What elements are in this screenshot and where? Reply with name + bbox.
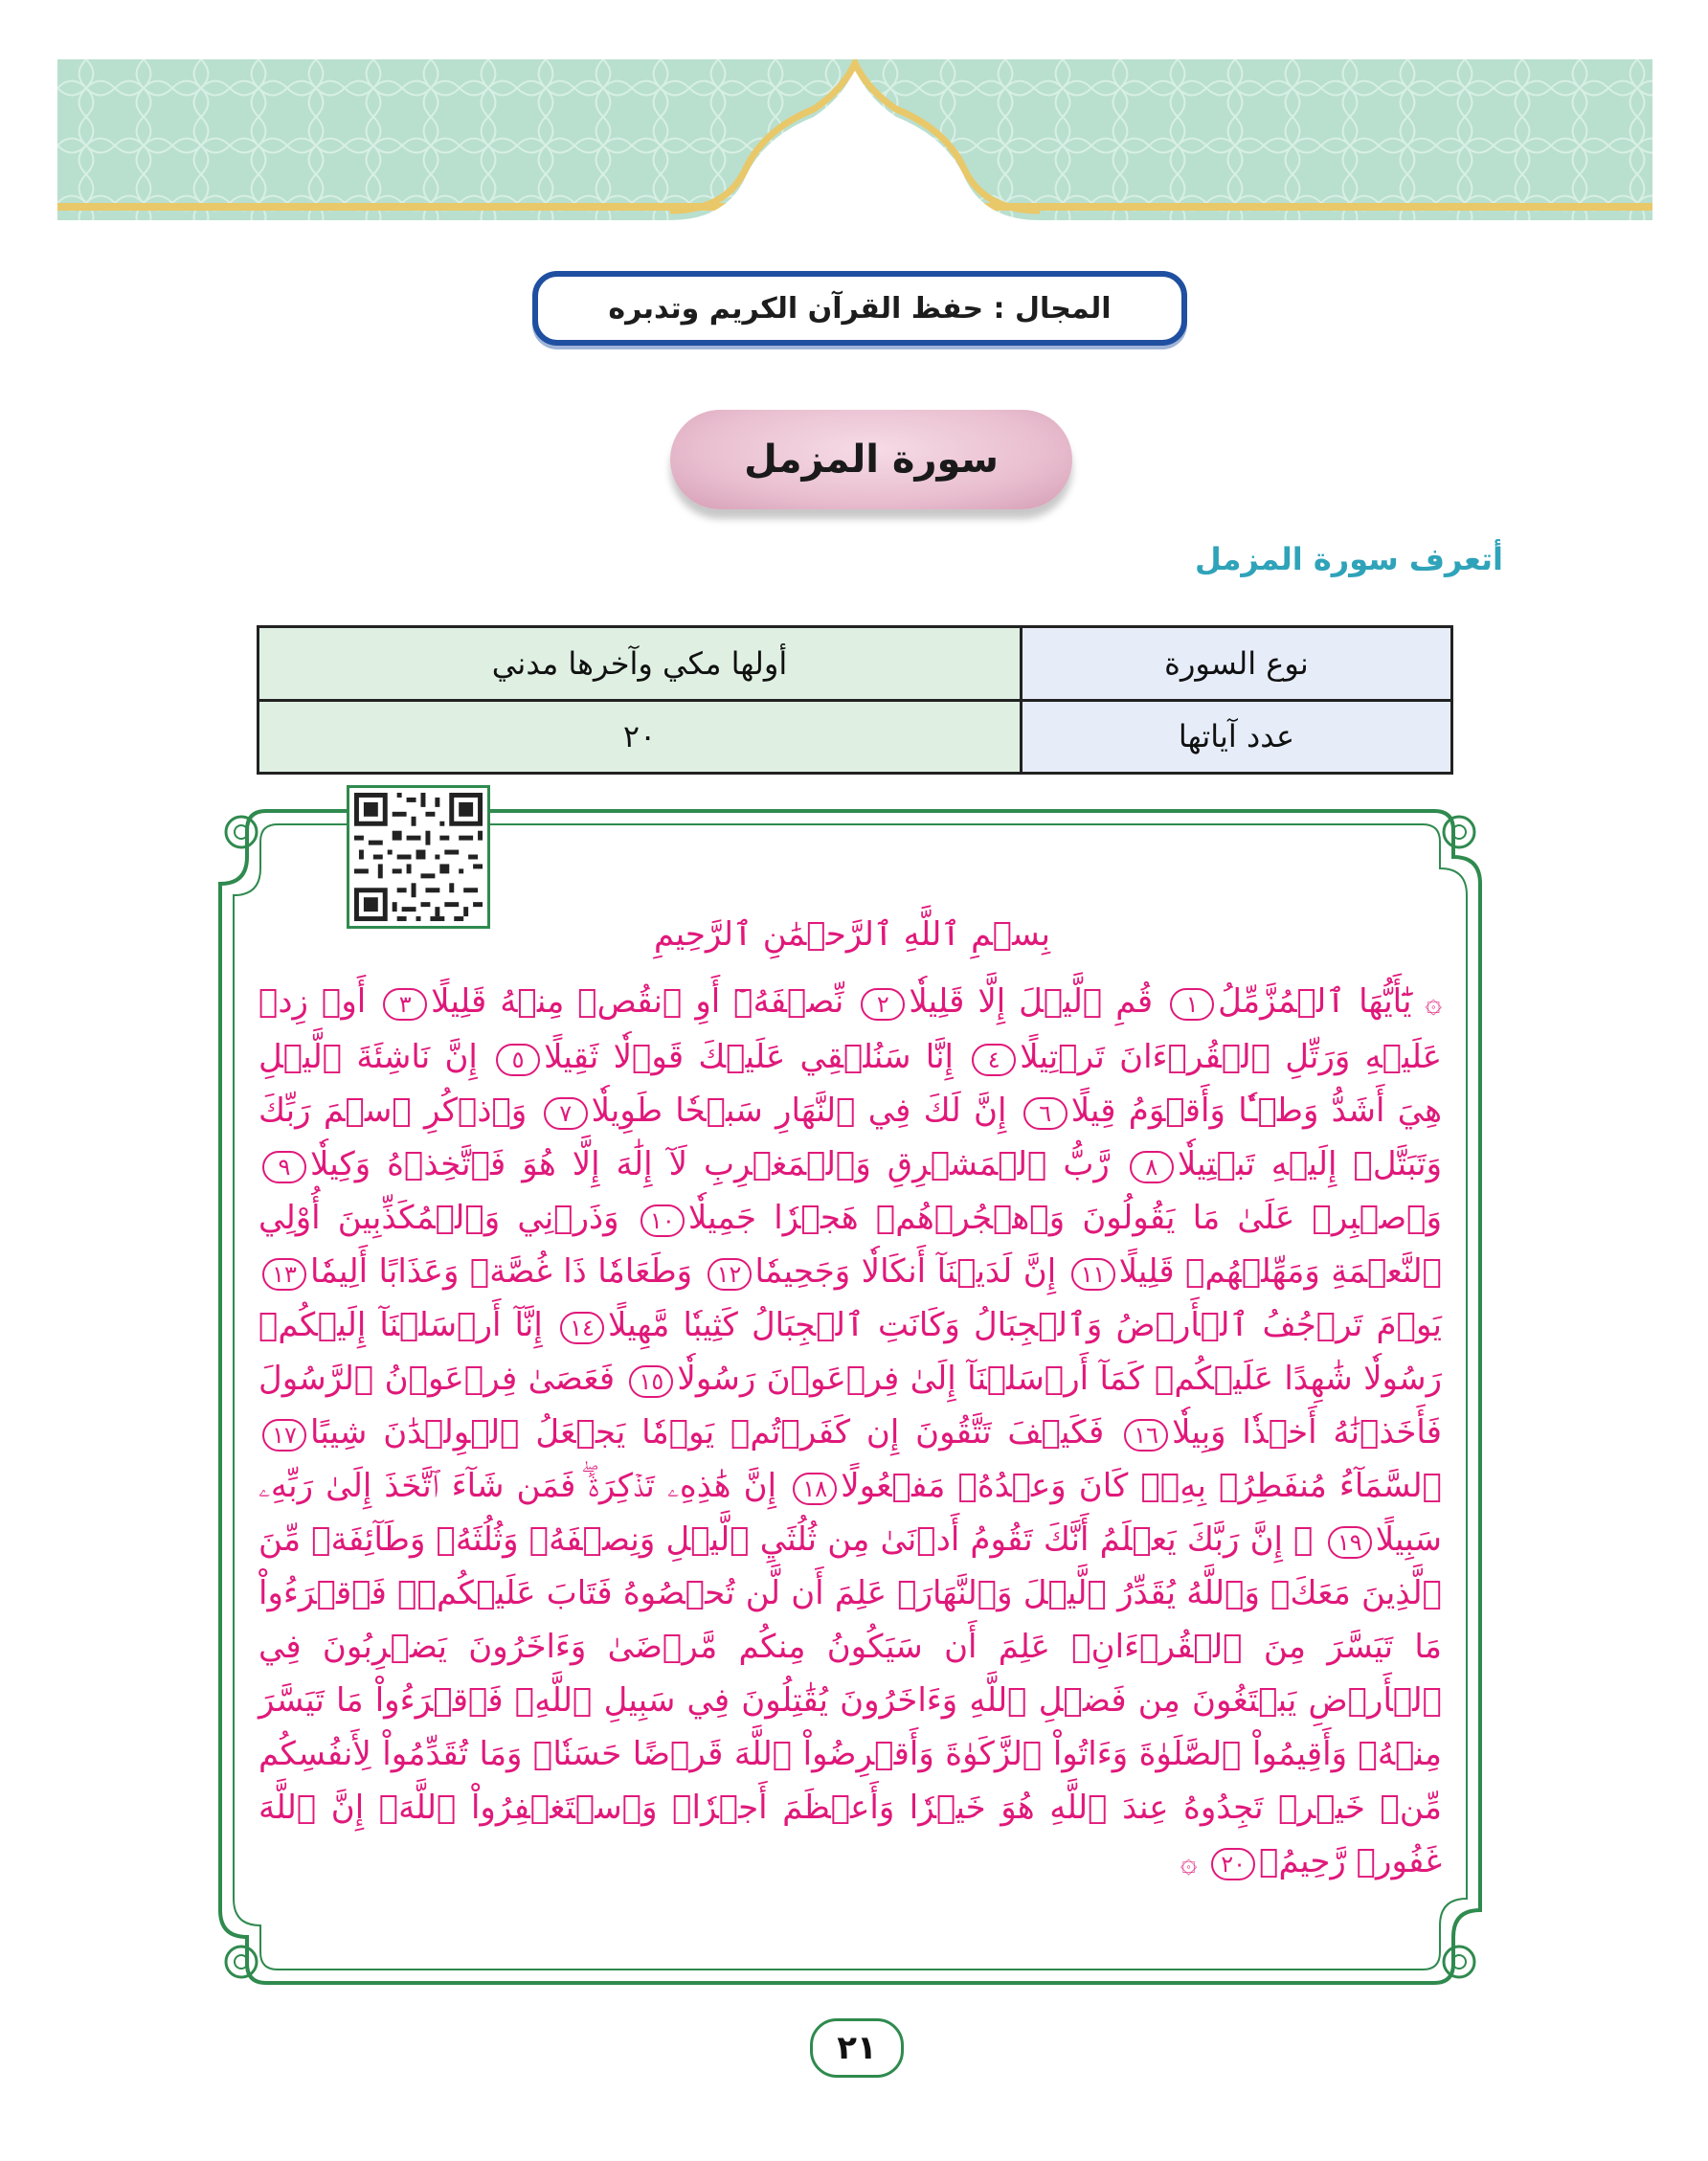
verse-text: وَطَعَامٗا ذَا غُصَّةٖ وَعَذَابًا أَلِيمٗا (310, 1252, 693, 1291)
verse-number: ١١ (1071, 1258, 1115, 1291)
verse-text: قُمِ ٱلَّيۡلَ إِلَّا قَلِيلٗا (909, 982, 1154, 1021)
verse-text: وَٱذۡكُرِ ٱسۡمَ رَبِّكَ وَتَبَتَّلۡ إِلَيۡهِ تَبۡتِيلٗا (258, 1092, 1442, 1183)
header-band (57, 59, 1652, 230)
domain-label-text: المجال : حفظ القرآن الكريم وتدبره (608, 291, 1112, 326)
ayah-count-label: عدد آياتها (1022, 700, 1452, 774)
verse-number: ١٧ (262, 1419, 306, 1452)
verse-number: ٥ (496, 1044, 540, 1076)
opening-ornament-icon: ۞ (1425, 986, 1443, 1020)
verse-text: رَّبُّ ٱلۡمَشۡرِقِ وَٱلۡمَغۡرِبِ لَآ إِلَٰهَ إِلَّا هُوَ فَٱتَّخِذۡهُ وَكِيلٗا (310, 1145, 1110, 1183)
page-number-text: ٢١ (837, 2029, 877, 2067)
verse-text: يَوۡمَ تَرۡجُفُ ٱلۡأَرۡضُ وَٱلۡجِبَالُ وَكَانَتِ ٱلۡجِبَالُ كَثِيبٗا مَّهِيلًا (607, 1306, 1442, 1344)
verse-text: فَعَصَىٰ فِرۡعَوۡنُ ٱلرَّسُولَ فَأَخَذۡنَٰهُ أَخۡذٗا وَبِيلٗا (258, 1360, 1442, 1452)
table-row (258, 700, 1452, 774)
bismillah: بِسۡمِ ٱللَّهِ ٱلرَّحۡمَٰنِ ٱلرَّحِيمِ (654, 915, 1050, 954)
verse-text: يَٰٓأَيُّهَا ٱلۡمُزَّمِّلُ (1218, 982, 1412, 1021)
verse-number: ١٨ (793, 1473, 837, 1505)
verse (556, 1306, 1442, 1344)
qr-code-icon (349, 788, 487, 926)
verse-number: ١٣ (262, 1258, 306, 1291)
closing-ornament-icon: ۞ (1180, 1846, 1198, 1880)
verse-number: ٩ (262, 1151, 306, 1183)
verse (540, 1092, 1007, 1130)
verse-number: ١٤ (560, 1312, 604, 1344)
surah-type-label: نوع السورة (1022, 627, 1452, 701)
verse (258, 1520, 1442, 1880)
surah-info-table (257, 625, 1453, 775)
verse-number: ١٦ (1124, 1419, 1168, 1452)
verse (637, 1199, 1442, 1237)
qr-code[interactable] (347, 785, 490, 929)
surah-type-value: أولها مكي وآخرها مدني (258, 627, 1022, 701)
verse-number: ٢٠ (1211, 1848, 1255, 1880)
verse-text: إِنَّ لَدَيۡنَآ أَنكَالٗا وَجَحِيمٗا (754, 1252, 1057, 1291)
ayah-count-value: ٢٠ (258, 700, 1022, 774)
verse-number: ١٢ (708, 1258, 752, 1291)
verse-number: ١٥ (629, 1365, 673, 1398)
verse (789, 1467, 1442, 1505)
arabesque-pattern-icon (57, 59, 1652, 230)
surah-title (670, 410, 1072, 509)
verse (258, 1252, 692, 1291)
verse-text: نِّصۡفَهُۥٓ أَوِ ٱنقُصۡ مِنۡهُ قَلِيلًا (431, 982, 844, 1021)
verse-text: وَٱصۡبِرۡ عَلَىٰ مَا يَقُولُونَ وَٱهۡجُرۡهُمۡ هَجۡرٗا جَمِيلٗا (687, 1199, 1442, 1237)
surah-text (258, 975, 1443, 1880)
verse (857, 982, 1153, 1021)
verse (1166, 982, 1411, 1021)
page-number (810, 2018, 904, 2078)
verse-text: إِنَّ نَاشِئَةَ ٱلَّيۡلِ هِيَ أَشَدُّ وَطۡـٔٗا وَأَقۡوَمُ قِيلًا (258, 1038, 1443, 1130)
verse-text: أَوۡ زِدۡ عَلَيۡهِ وَرَتِّلِ ٱلۡقُرۡءَانَ تَرۡتِيلًا (258, 982, 1443, 1076)
verse-text: وَذَرۡنِي وَٱلۡمُكَذِّبِينَ أُوْلِي ٱلنَّعۡمَةِ وَمَهِّلۡهُمۡ قَلِيلًا (258, 1199, 1442, 1291)
verse-number: ١ (1170, 988, 1214, 1021)
verse-number: ٣ (383, 988, 427, 1021)
surah-title-text: سورة المزمل (744, 438, 999, 482)
domain-label (532, 271, 1187, 346)
verse-number: ٨ (1130, 1151, 1174, 1183)
verse-text: إِنَّا سَنُلۡقِي عَلَيۡكَ قَوۡلٗا ثَقِيلًا (544, 1038, 954, 1076)
table-row (258, 627, 1452, 701)
verse-text: ۞ إِنَّ رَبَّكَ يَعۡلَمُ أَنَّكَ تَقُومُ أَدۡنَىٰ مِن ثُلُثَيِ ٱلَّيۡلِ وَنِصۡفَهُۥ وَثُلُثَهُۥ وَطَآئِفَةٞ مِّنَ ٱلَّذِينَ مَعَكَۚ وَٱللَّهُ يُقَدِّرُ ٱلَّيۡلَ وَٱلنَّهَارَۚ عَلِمَ أَن لَّن تُحۡصُوهُ فَتَابَ عَلَيۡكُمۡۖ فَٱقۡرَءُواْ مَا تَيَسَّرَ مِنَ ٱلۡقُرۡءَانِۚ عَلِمَ أَن سَيَكُونُ مِنكُم مَّرۡضَىٰ وَءَاخَرُونَ يَضۡرِبُونَ فِي ٱلۡأَرۡضِ يَبۡتَغُونَ مِن فَضۡلِ ٱللَّهِ وَءَاخَرُونَ يُقَٰتِلُونَ فِي سَبِيلِ ٱللَّهِۖ فَٱقۡرَءُواْ مَا تَيَسَّرَ مِنۡهُۚ وَأَقِيمُواْ ٱلصَّلَوٰةَ وَءَاتُواْ ٱلزَّكَوٰةَ وَأَقۡرِضُواْ ٱللَّهَ قَرۡضًا حَسَنٗاۚ وَمَا تُقَدِّمُواْ لِأَنفُسِكُم مِّنۡ خَيۡرٖ تَجِدُوهُ عِندَ ٱللَّهِ هُوَ خَيۡرٗا وَأَعۡظَمَ أَجۡرٗاۚ وَٱسۡتَغۡفِرُواْ ٱللَّهَۖ إِنَّ ٱللَّهَ غَفُورٞ رَّحِيمُۢ (258, 1520, 1442, 1880)
verse-number: ٤ (972, 1044, 1016, 1076)
verse (492, 1038, 954, 1076)
verse-text: إِنَّ هَٰذِهِۦ تَذۡكِرَةٞۖ فَمَن شَآءَ ٱتَّخَذَ إِلَىٰ رَبِّهِۦ سَبِيلًا (258, 1467, 1442, 1559)
verse-number: ٧ (544, 1097, 588, 1130)
verse-text: إِنَّآ أَرۡسَلۡنَآ إِلَيۡكُمۡ رَسُولٗا شَٰهِدًا عَلَيۡكُمۡ كَمَآ أَرۡسَلۡنَآ إِلَىٰ فِرۡعَوۡنَ رَسُولٗا (258, 1306, 1442, 1398)
verse (379, 982, 843, 1021)
verse-text: إِنَّ لَكَ فِي ٱلنَّهَارِ سَبۡحٗا طَوِيلٗا (591, 1092, 1007, 1130)
verse (704, 1252, 1057, 1291)
verse (258, 1413, 1104, 1452)
section-heading: أتعرف سورة المزمل (1195, 541, 1503, 577)
verse (258, 1145, 1110, 1183)
verse-text: فَكَيۡفَ تَتَّقُونَ إِن كَفَرۡتُمۡ يَوۡمٗا يَجۡعَلُ ٱلۡوِلۡدَٰنَ شِيبًا (310, 1413, 1105, 1452)
verse-number: ٦ (1023, 1097, 1068, 1130)
verse-number: ١٠ (640, 1204, 685, 1237)
verse-number: ١٩ (1328, 1526, 1372, 1559)
verse-number: ٢ (861, 988, 905, 1021)
verse-text: ٱلسَّمَآءُ مُنفَطِرُۢ بِهِۦۚ كَانَ وَعۡدُهُۥ مَفۡعُولًا (841, 1467, 1443, 1505)
